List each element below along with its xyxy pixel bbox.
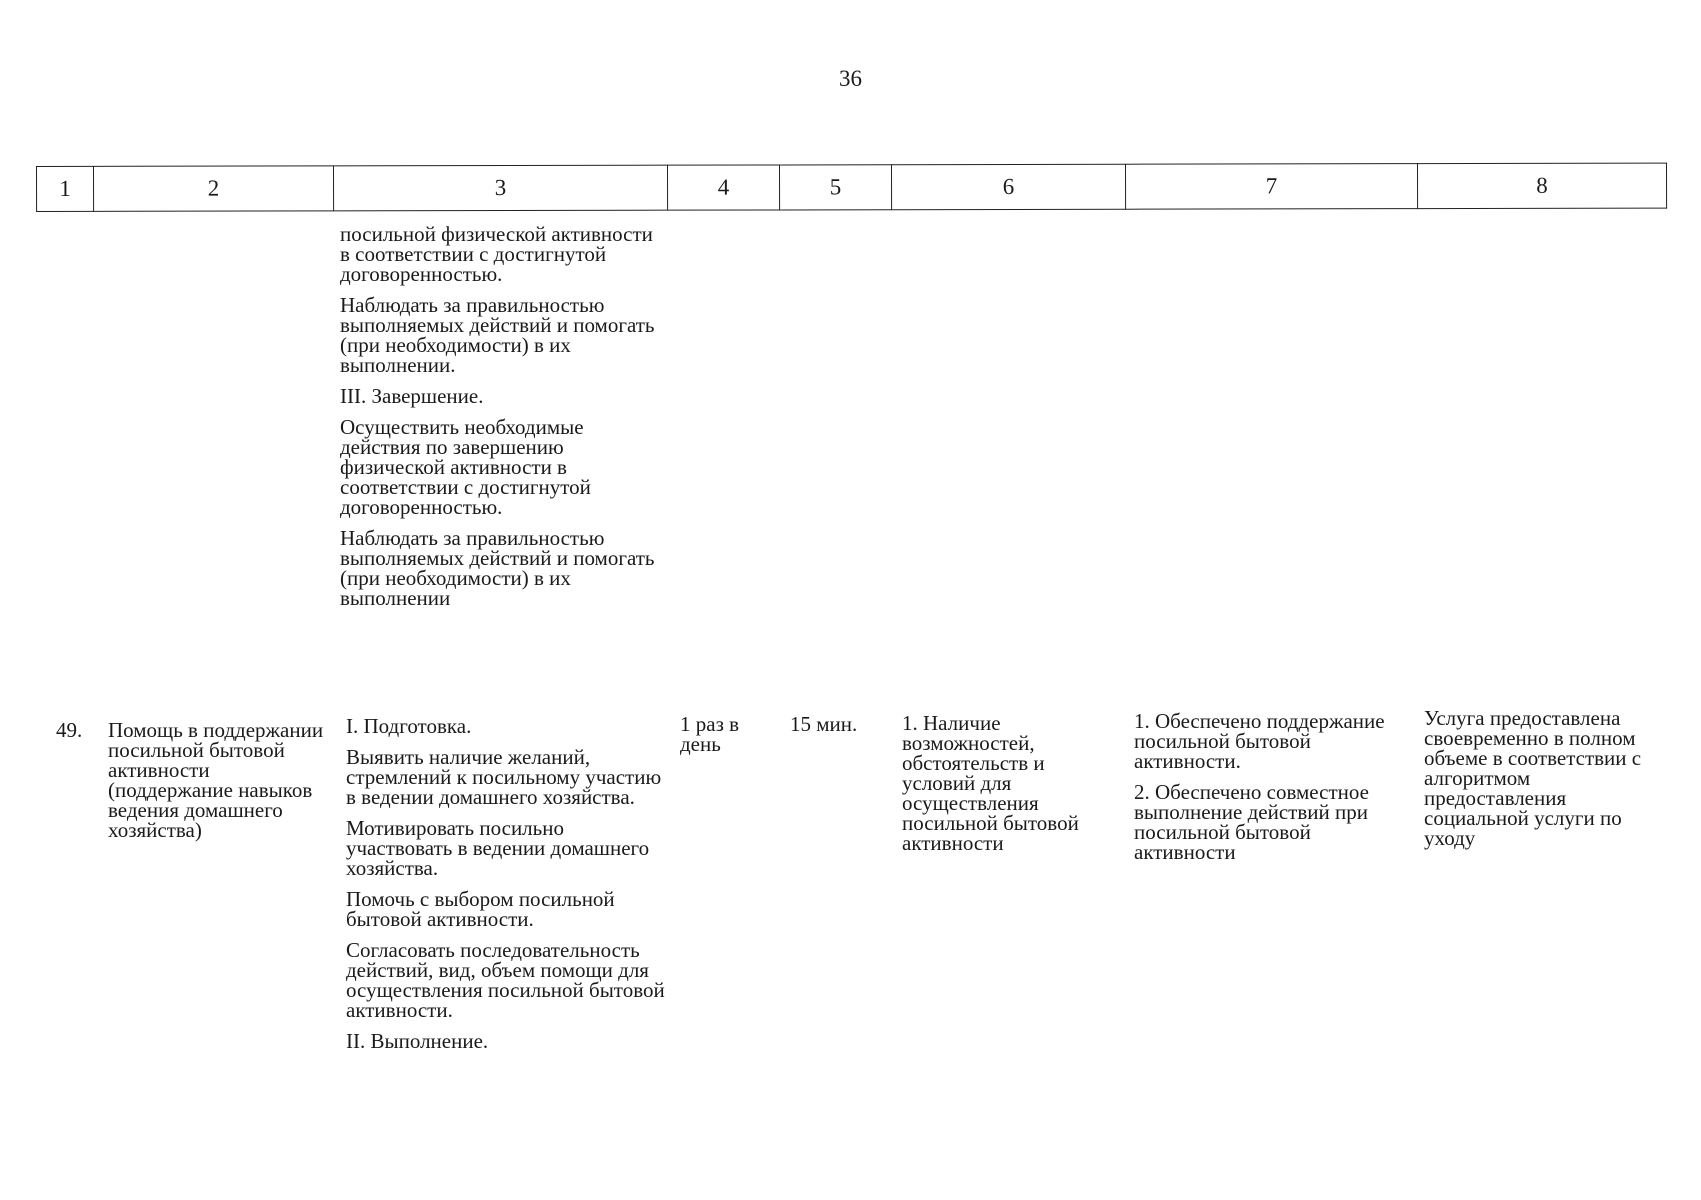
result-paragraph: 1. Обеспечено поддержание посильной бытовой активности. [1134, 709, 1385, 773]
service-steps [346, 716, 672, 1062]
result-paragraph: 2. Обеспечено совместное выполнение действий при посильной бытовой активности [1134, 780, 1369, 864]
column-header-1: 1 [37, 166, 94, 211]
column-number-header [36, 163, 1667, 212]
column-header-3: 3 [334, 165, 668, 211]
step-paragraph: Помочь с выбором посильной бытовой активности. [346, 887, 615, 931]
continuation-paragraph: посильной физической активности в соответствии с достигнутой договоренностью. [340, 222, 653, 286]
column-header-2: 2 [94, 166, 334, 212]
column-header-5: 5 [779, 165, 891, 210]
step-paragraph: Согласовать последовательность действий, вид, объем помощи для осуществления посильной бытовой активности. [346, 938, 665, 1022]
row-number: 49. [56, 718, 83, 742]
service-name: Помощь в поддержании посильной бытовой активности (поддержание навыков ведения домашнего хозяйства) [108, 718, 324, 842]
step-paragraph: I. Подготовка. [346, 714, 472, 738]
column-header-8: 8 [1417, 163, 1666, 209]
continuation-paragraph: Наблюдать за правильностью выполняемых действий и помогать (при необходимости) в их выполнении [340, 526, 655, 610]
quality-criteria: Услуга предоставлена своевременно в полном объеме в соответствии с алгоритмом предоставления социальной услуги по уходу [1424, 706, 1642, 850]
step-paragraph: Мотивировать посильно участвовать в ведении домашнего хозяйства. [346, 816, 650, 880]
conditions: 1. Наличие возможностей, обстоятельств и условий для осуществления посильной бытовой активности [902, 711, 1079, 855]
column-header-7: 7 [1125, 164, 1417, 210]
column-header-6: 6 [891, 164, 1125, 209]
column-header-4: 4 [667, 165, 779, 210]
continuation-paragraph: Осуществить необходимые действия по завершению физической активности в соответствии с достигнутой договоренностью. [340, 415, 591, 519]
continuation-paragraph: Наблюдать за правильностью выполняемых действий и помогать (при необходимости) в их выполнении. [340, 293, 655, 377]
results [1134, 711, 1410, 873]
step-paragraph: II. Выполнение. [346, 1029, 489, 1053]
frequency: 1 раз в день [680, 712, 740, 756]
continuation-paragraph: III. Завершение. [340, 384, 484, 408]
continuation-col3 [340, 224, 660, 619]
step-paragraph: Выявить наличие желаний, стремлений к посильному участию в ведении домашнего хозяйства. [346, 745, 662, 809]
duration: 15 мин. [790, 712, 858, 736]
page-number: 36 [839, 66, 862, 91]
